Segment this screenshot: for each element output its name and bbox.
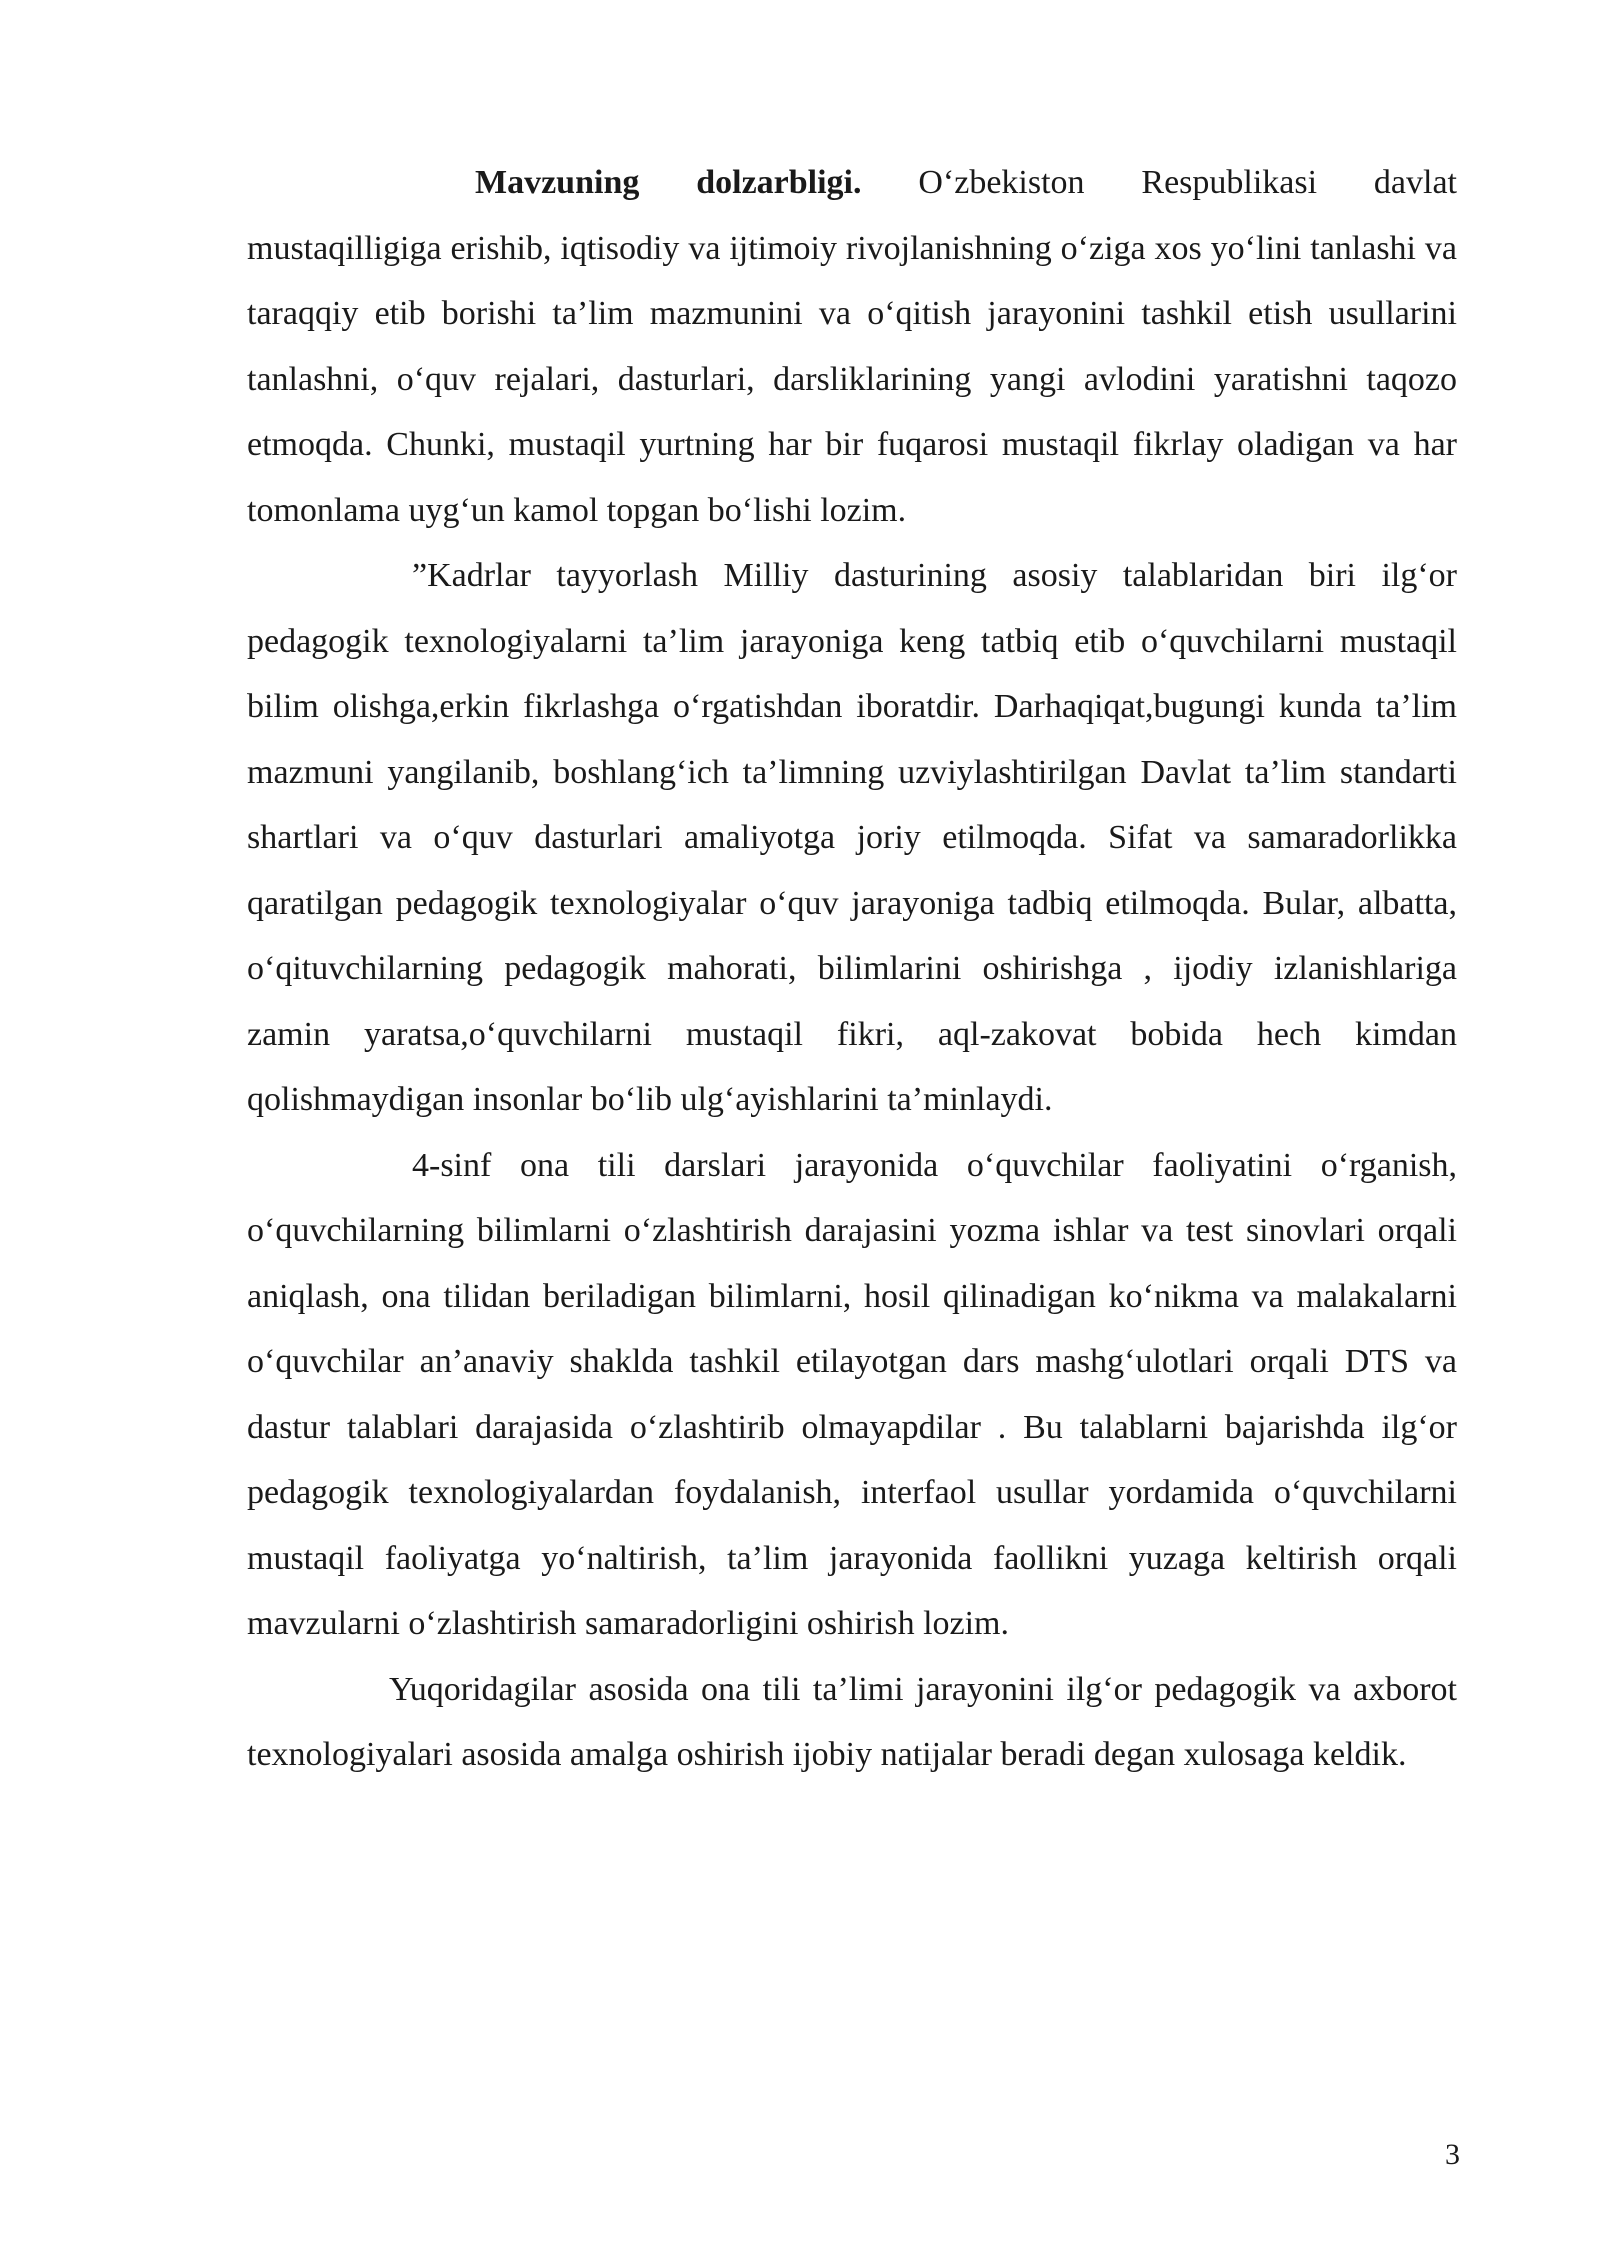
page-number: 3 [1445,2138,1460,2171]
paragraph-relevance [247,150,1457,543]
paragraph-fourth-grade: 4-sinf ona tili darslari jarayonida o‘quvchilar faoliyatini o‘rganish, o‘quvchilarning bilimlarni o‘zlashtirish darajasini yozma ishlar va test sinovlari orqali aniqlash, ona tilidan beriladigan bilimlarni, hosil qilinadigan ko‘nikma va malakalarni o‘quvchilar an’anaviy shaklda tashkil etilayotgan dars mashg‘ulotlari orqali DTS va dastur talablari darajasida o‘zlashtirib olmayapdilar . Bu talablarni bajarishda ilg‘or pedagogik texnologiyalardan foydalanish, interfaol usullar yordamida o‘quvchilarni mustaqil faoliyatga yo‘naltirish, ta’lim jarayonida faollikni yuzaga keltirish orqali mavzularni o‘zlashtirish samaradorligini oshirish lozim. [247,1146,1457,1642]
paragraph-conclusion: Yuqoridagilar asosida ona tili ta’limi jarayonini ilg‘or pedagogik va axborot texnologiyalari asosida amalga oshirish ijobiy natijalar beradi degan xulosaga keldik. [247,1670,1457,1773]
paragraph-text: O‘zbekiston Respublikasi davlat mustaqilligiga erishib, iqtisodiy va ijtimoiy rivojlanishning o‘ziga xos yo‘lini tanlashi va taraqqiy etib borishi ta’lim mazmunini va o‘qitish jarayonini tashkil etish usullarini tanlashni, o‘quv rejalari, dasturlari, darsliklarining yangi avlodini yaratishni taqozo etmoqda. Chunki, mustaqil yurtning har bir fuqarosi mustaqil fikrlay oladigan va har tomonlama uyg‘un kamol topgan bo‘lishi lozim. [247,164,1457,529]
body-text [247,150,1457,1788]
section-heading: Mavzuning dolzarbligi. [475,164,862,201]
paragraph-cadre-program: ”Kadrlar tayyorlash Milliy dasturining asosiy talablaridan biri ilg‘or pedagogik texnologiyalarni ta’lim jarayoniga keng tatbiq etib o‘quvchilarni mustaqil bilim olishga,erkin fikrlashga o‘rgatishdan iboratdir. Darhaqiqat,bugungi kunda ta’lim mazmuni yangilanib, boshlang‘ich ta’limning uzviylashtirilgan Davlat ta’lim standarti shartlari va o‘quv dasturlari amaliyotga joriy etilmoqda. Sifat va samaradorlikka qaratilgan pedagogik texnologiyalar o‘quv jarayoniga tadbiq etilmoqda. Bular, albatta, o‘qituvchilarning pedagogik mahorati, bilimlarini oshirishga , ijodiy izlanishlariga zamin yaratsa,o‘quvchilarni mustaqil fikri, aql-zakovat bobida hech kimdan qolishmaydigan insonlar bo‘lib ulg‘ayishlarini ta’minlaydi. [247,557,1457,1118]
